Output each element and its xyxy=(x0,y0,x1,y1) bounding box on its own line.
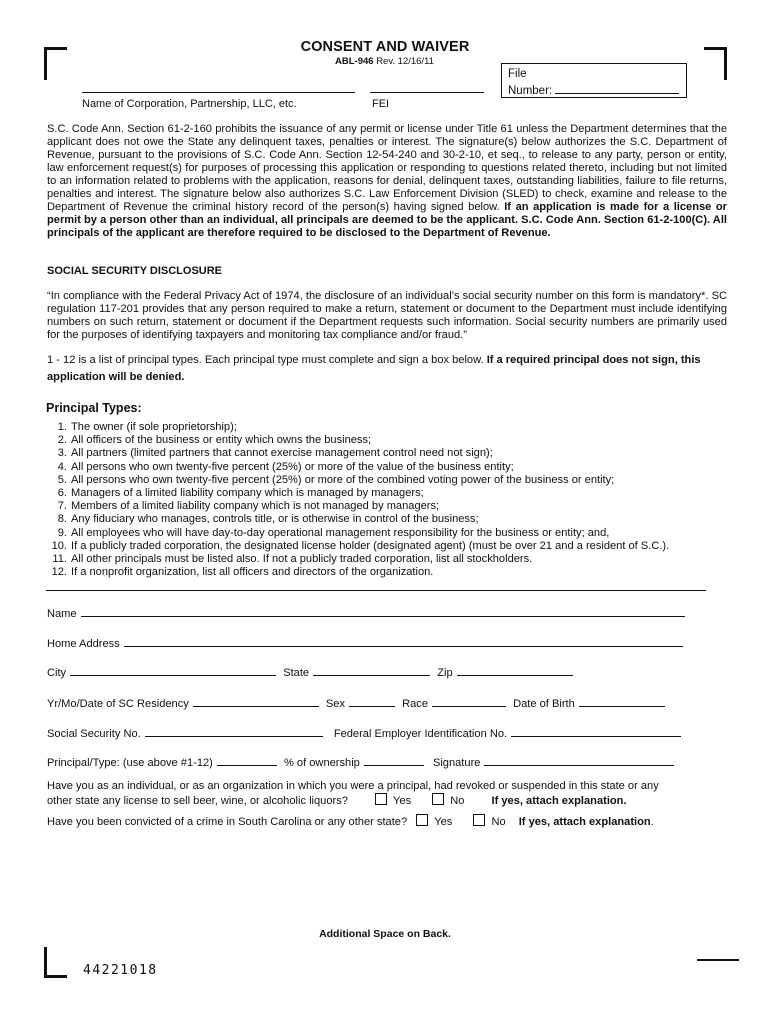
race-label: Race xyxy=(402,698,429,710)
city-state-zip-row xyxy=(47,665,577,679)
residency-field[interactable] xyxy=(193,696,319,707)
form-title: CONSENT AND WAIVER xyxy=(300,39,470,55)
license-no-label: No xyxy=(450,795,465,807)
section-divider xyxy=(46,590,706,591)
crime-yes-checkbox[interactable] xyxy=(416,814,428,826)
number-label: Number: xyxy=(508,85,553,97)
question-license xyxy=(47,780,659,808)
home-address-label: Home Address xyxy=(47,638,120,650)
list-item: 6. Managers of a limited liability company which is managed by managers; xyxy=(57,487,424,500)
name-row xyxy=(47,606,689,620)
ownership-label: % of ownership xyxy=(283,757,360,769)
file-number-box xyxy=(501,63,687,98)
zip-field[interactable] xyxy=(457,665,573,676)
question-crime-text: Have you been convicted of a crime in South Carolina or any other state? xyxy=(47,816,408,828)
consent-bold-text: If an application is made for a license or permit by a person other than an individual, all principals are deemed to be the applicant. S.C. Code Ann. Section 61-2-100(C). All principals of the applicant are therefore required to be disclosed to the Department of Revenue. xyxy=(47,201,727,239)
ssd-paragraph: “In compliance with the Federal Privacy Act of 1974, the disclosure of an individual’s social security number on this form is mandatory*. SC regulation 117-201 provides that any person required to make a return, statement or document to the Department must include identifying numbers on such return, statement or document if the Department requests such information. Social security numbers are primarily used for the purposes of identifying taxpayers and monitoring tax compliance and/or fraud.” xyxy=(47,290,727,341)
principal-type-field[interactable] xyxy=(217,755,277,766)
form-code: 44221018 xyxy=(83,963,158,978)
race-field[interactable] xyxy=(432,696,506,707)
crime-yes-label: Yes xyxy=(434,816,453,828)
file-number-field[interactable] xyxy=(555,82,679,94)
state-label: State xyxy=(283,667,310,679)
question-license-line2: other state any license to sell beer, wine, or alcoholic liquors? xyxy=(47,795,348,807)
corporation-name-label: Name of Corporation, Partnership, LLC, etc. xyxy=(82,98,297,110)
list-item: 10. If a publicly traded corporation, the designated license holder (designated agent) (must be over 21 and a resident of S.C.). xyxy=(51,539,670,552)
ssn-field[interactable] xyxy=(145,726,323,737)
license-explain-note: If yes, attach explanation. xyxy=(491,795,627,807)
list-item: 1. The owner (if sole proprietorship); xyxy=(57,421,237,433)
file-label: File xyxy=(508,68,527,80)
question-crime xyxy=(47,814,654,828)
principal-types-list xyxy=(47,421,669,579)
sex-field[interactable] xyxy=(349,696,395,707)
crime-no-checkbox[interactable] xyxy=(473,814,485,826)
list-item: 9. All employees who will have day-to-day operational management responsibility for the business or entity; and, xyxy=(57,526,610,539)
home-address-field[interactable] xyxy=(124,636,683,647)
fei-field[interactable] xyxy=(370,92,484,93)
consent-paragraph xyxy=(47,123,727,240)
corner-mark-bottom-right xyxy=(697,959,739,961)
list-item: 3. All partners (limited partners that cannot exercise management control need not sign); xyxy=(57,447,493,460)
dob-label: Date of Birth xyxy=(513,698,575,710)
residency-row xyxy=(47,696,669,710)
additional-space-note: Additional Space on Back. xyxy=(319,928,451,940)
corner-mark-bottom-left xyxy=(44,947,67,978)
fein-field[interactable] xyxy=(511,726,681,737)
license-no-checkbox[interactable] xyxy=(432,793,444,805)
zip-label: Zip xyxy=(437,667,453,679)
list-item: 8. Any fiduciary who manages, controls title, or is otherwise in control of the business; xyxy=(57,513,479,526)
principal-type-label: Principal/Type: (use above #1-12) xyxy=(47,757,213,769)
form-number: ABL-946 xyxy=(335,56,374,67)
city-label: City xyxy=(47,667,67,679)
list-item: 5. All persons who own twenty-five percent (25%) or more of the combined voting power of the business or entity; xyxy=(57,473,615,486)
ssn-row xyxy=(47,726,685,740)
home-address-row xyxy=(47,636,687,650)
residency-label: Yr/Mo/Date of SC Residency xyxy=(47,698,189,710)
ssd-heading: SOCIAL SECURITY DISCLOSURE xyxy=(47,265,223,277)
list-item: 2. All officers of the business or entity which owns the business; xyxy=(57,434,372,447)
ssn-label: Social Security No. xyxy=(47,728,141,740)
principal-note-text: 1 - 12 is a list of principal types. Each principal type must complete and sign a box below. xyxy=(47,354,484,366)
principal-note xyxy=(47,352,727,386)
crime-no-label: No xyxy=(491,816,506,828)
crime-explain-note: If yes, attach explanation. xyxy=(518,816,654,828)
fei-label: FEI xyxy=(372,98,390,110)
principal-row xyxy=(47,755,678,769)
ownership-field[interactable] xyxy=(364,755,424,766)
name-label: Name xyxy=(47,608,77,620)
consent-text: S.C. Code Ann. Section 61-2-160 prohibits the issuance of any permit or license under Title 61 unless the Department determines that the applicant does not owe the State any delinquent taxes, penalties or interest. The signature(s) below authorizes the S.C. Department of Revenue, pursuant to the provisions of S.C. Code Ann. Section 12-54-240 and 30-2-10, et seq., to release to any party, person or entity, law enforcement request(s) for purposes of processing this application or responding to questions related thereto, including but not limited to an information related to problems with the application, reasons for denial, delinquent taxes, outstanding liabilities, failure to file returns, penalties and interest. The signature below also authorizes S.C. Law Enforcement Division (SLED) to check, examine and release to the Department of Revenue the criminal history record of the person(s) having signed below. xyxy=(47,123,727,213)
principal-types-heading: Principal Types: xyxy=(46,401,142,415)
list-item: 12. If a nonprofit organization, list all officers and directors of the organization. xyxy=(51,566,434,579)
city-field[interactable] xyxy=(70,665,276,676)
list-item: 11. All other principals must be listed also. If not a publicly traded corporation, list all stockholders. xyxy=(52,553,533,566)
list-item: 4. All persons who own twenty-five percent (25%) or more of the value of the business entity; xyxy=(57,460,514,473)
sex-label: Sex xyxy=(325,698,346,710)
signature-label: Signature xyxy=(432,757,481,769)
fein-label: Federal Employer Identification No. xyxy=(333,728,508,740)
principal-note-bold: If a required principal does not sign, this application will be denied. xyxy=(47,354,701,383)
question-license-line1: Have you as an individual, or as an organization in which you were a principal, had revoked or suspended in this state or any xyxy=(47,780,659,792)
name-field[interactable] xyxy=(81,606,685,617)
corporation-name-field[interactable] xyxy=(82,92,355,93)
state-field[interactable] xyxy=(313,665,430,676)
license-yes-label: Yes xyxy=(393,795,412,807)
signature-field[interactable] xyxy=(484,755,674,766)
dob-field[interactable] xyxy=(579,696,665,707)
form-revision: Rev. 12/16/11 xyxy=(376,56,434,67)
list-item: 7. Members of a limited liability company which is not managed by managers; xyxy=(57,500,440,513)
license-yes-checkbox[interactable] xyxy=(375,793,387,805)
form-id xyxy=(335,56,434,67)
